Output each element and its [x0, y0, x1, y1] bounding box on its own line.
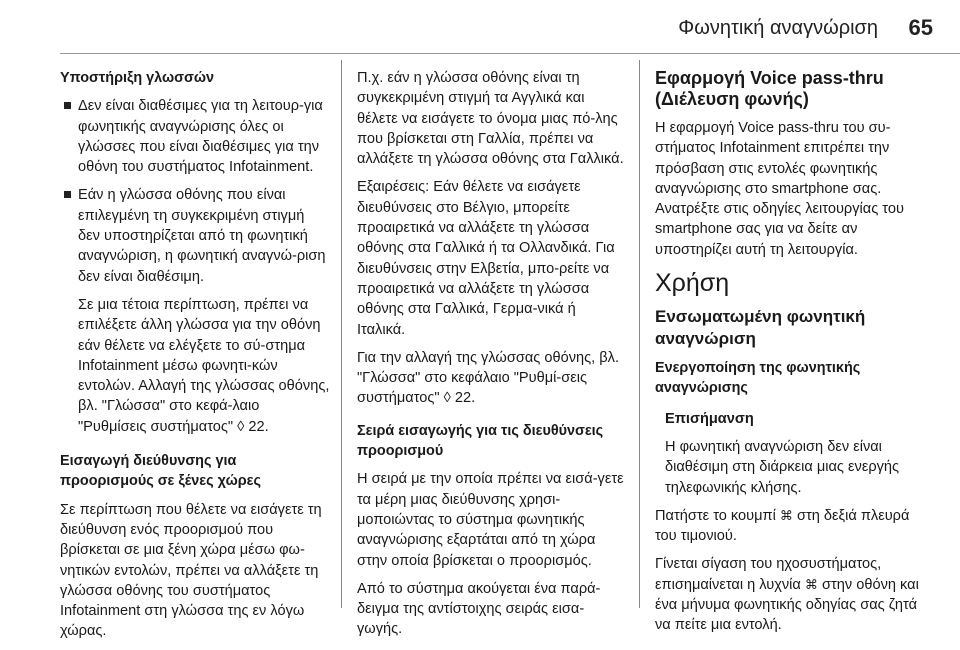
subheading-input-order: Σειρά εισαγωγής για τις διευθύνσεις προορισμού — [357, 422, 604, 460]
heading-voice-pass-thru: Εφαρμογή Voice pass-thru (Διέλευση φωνής) — [655, 68, 884, 109]
paragraph: Πατήστε το κουμπί ⌘ στη δεξιά πλευρά του τιμονιού. — [655, 507, 910, 545]
heading-usage: Χρήση — [655, 269, 730, 298]
subheading-language-support: Υποστήριξη γλωσσών — [60, 70, 214, 86]
bullet-item: Δεν είναι διαθέσιμες για τη λειτουρ-για φωνητικής αναγνώρισης όλες οι γλώσσες που είναι διαθέσιμες για την οθόνη του συστήματος Infotainment. — [60, 96, 330, 177]
note-text: Η φωνητική αναγνώριση δεν είναι διαθέσιμη στη διάρκεια μιας ενεργής τηλεφωνικής κλήσης. — [665, 438, 900, 496]
paragraph: Η σειρά με την οποία πρέπει να εισά-γετε τα μέρη μιας διεύθυνσης χρησι-μοποιώντας το σύστημα φωνητικής αναγνώρισης εξαρτάται από τη χώρα στην οποία βρίσκεται ο προορισμός. — [357, 471, 624, 569]
subheading-activation: Ενεργοποίηση της φωνητικής αναγνώρισης — [655, 360, 861, 397]
paragraph: Από το σύστημα ακούγεται ένα παρά-δειγμα της αντίστοιχης σειράς εισα-γωγής. — [357, 580, 601, 638]
bullet-item: Εάν η γλώσσα οθόνης που είναι επιλεγμένη τη συγκεκριμένη στιγμή δεν υποστηρίζεται από τη φωνητική αναγνώριση, η φωνητική αναγνώ-ριση δεν είναι διαθέσιμη. — [60, 185, 330, 286]
voice-icon: ⌘ — [804, 576, 818, 592]
column-2 — [357, 68, 627, 648]
page-header — [0, 0, 960, 52]
paragraph: Γίνεται σίγαση του ηχοσυστήματος, επισημαίνεται η λυχνία ⌘ στην οθόνη και ένα μήνυμα φωνητικής οδηγίας σας ζητά να πείτε μια εντολή. — [655, 556, 919, 634]
bullet-continuation: Σε μια τέτοια περίπτωση, πρέπει να επιλέξετε άλλη γλώσσα για την οθόνη εάν θέλετε να ελέγξετε το σύ-στημα Infotainment μέσω φωνητι-κών εντολών. Αλλαγή της γλώσσας οθόνης, βλ. "Γλώσσα" στο κεφά-λαιο "Ρυθμίσεις συστήματος" ◊ 22. — [78, 296, 330, 435]
subheading-foreign-address: Εισαγωγή διεύθυνσης για προορισμούς σε ξένες χώρες — [60, 453, 261, 490]
paragraph: Σε περίπτωση που θέλετε να εισάγετε τη διεύθυνση ενός προορισμού που βρίσκεται σε μια ξένη χώρα μέσω φω-νητικών εντολών, πρέπει να αλλάξετε τη γλώσσα οθόνης του συστήματος Infotainment στη γλώσσα της εν λόγω χώρας. — [60, 501, 322, 640]
column-divider-2 — [639, 60, 640, 608]
running-title: Φωνητική αναγνώριση — [678, 17, 878, 39]
column-3 — [655, 68, 925, 644]
column-divider-1 — [341, 60, 342, 608]
note-title: Επισήμανση — [665, 410, 754, 427]
page-number: 65 — [908, 15, 933, 40]
paragraph: Η εφαρμογή Voice pass-thru του συ-στήματος Infotainment επιτρέπει την πρόσβαση στις εντολές φωνητικής αναγνώρισης στο smartphone σας. Ανατρέξτε στις οδηγίες λειτουργίας του smartphone σας για να δείτε αν υποστηρίζει αυτή τη λειτουργία. — [655, 120, 904, 258]
paragraph: Εξαιρέσεις: Εάν θέλετε να εισάγετε διευθύνσεις στο Βέλγιο, μπορείτε προαιρετικά να αλλάξετε τη γλώσσα οθόνης στα Γαλλικά ή τα Ολλανδικά. Για διευθύνσεις στην Ελβετία, μπο-ρείτε να προαιρετικά να αλλάξετε τη γλώσσα οθόνης στα Γαλλικά, Γερμα-νικά ή Ιταλικά. — [357, 179, 615, 338]
paragraph: Π.χ. εάν η γλώσσα οθόνης είναι τη συγκεκριμένη στιγμή τα Αγγλικά και θέλετε να εισάγετε το όνομα μιας πό-λης που βρίσκεται στη Γαλλία, πρέπει να αλλάξετε τη γλώσσα οθόνης στα Γαλλικά. — [357, 70, 624, 168]
voice-icon: ⌘ — [779, 507, 793, 523]
heading-integrated-voice: Ενσωματωμένη φωνητική αναγνώριση — [655, 307, 866, 349]
column-1 — [60, 68, 330, 650]
paragraph: Για την αλλαγή της γλώσσας οθόνης, βλ. "Γλώσσα" στο κεφάλαιο "Ρυθμί-σεις συστήματος" ◊ 22. — [357, 349, 620, 407]
header-rule — [60, 53, 960, 54]
